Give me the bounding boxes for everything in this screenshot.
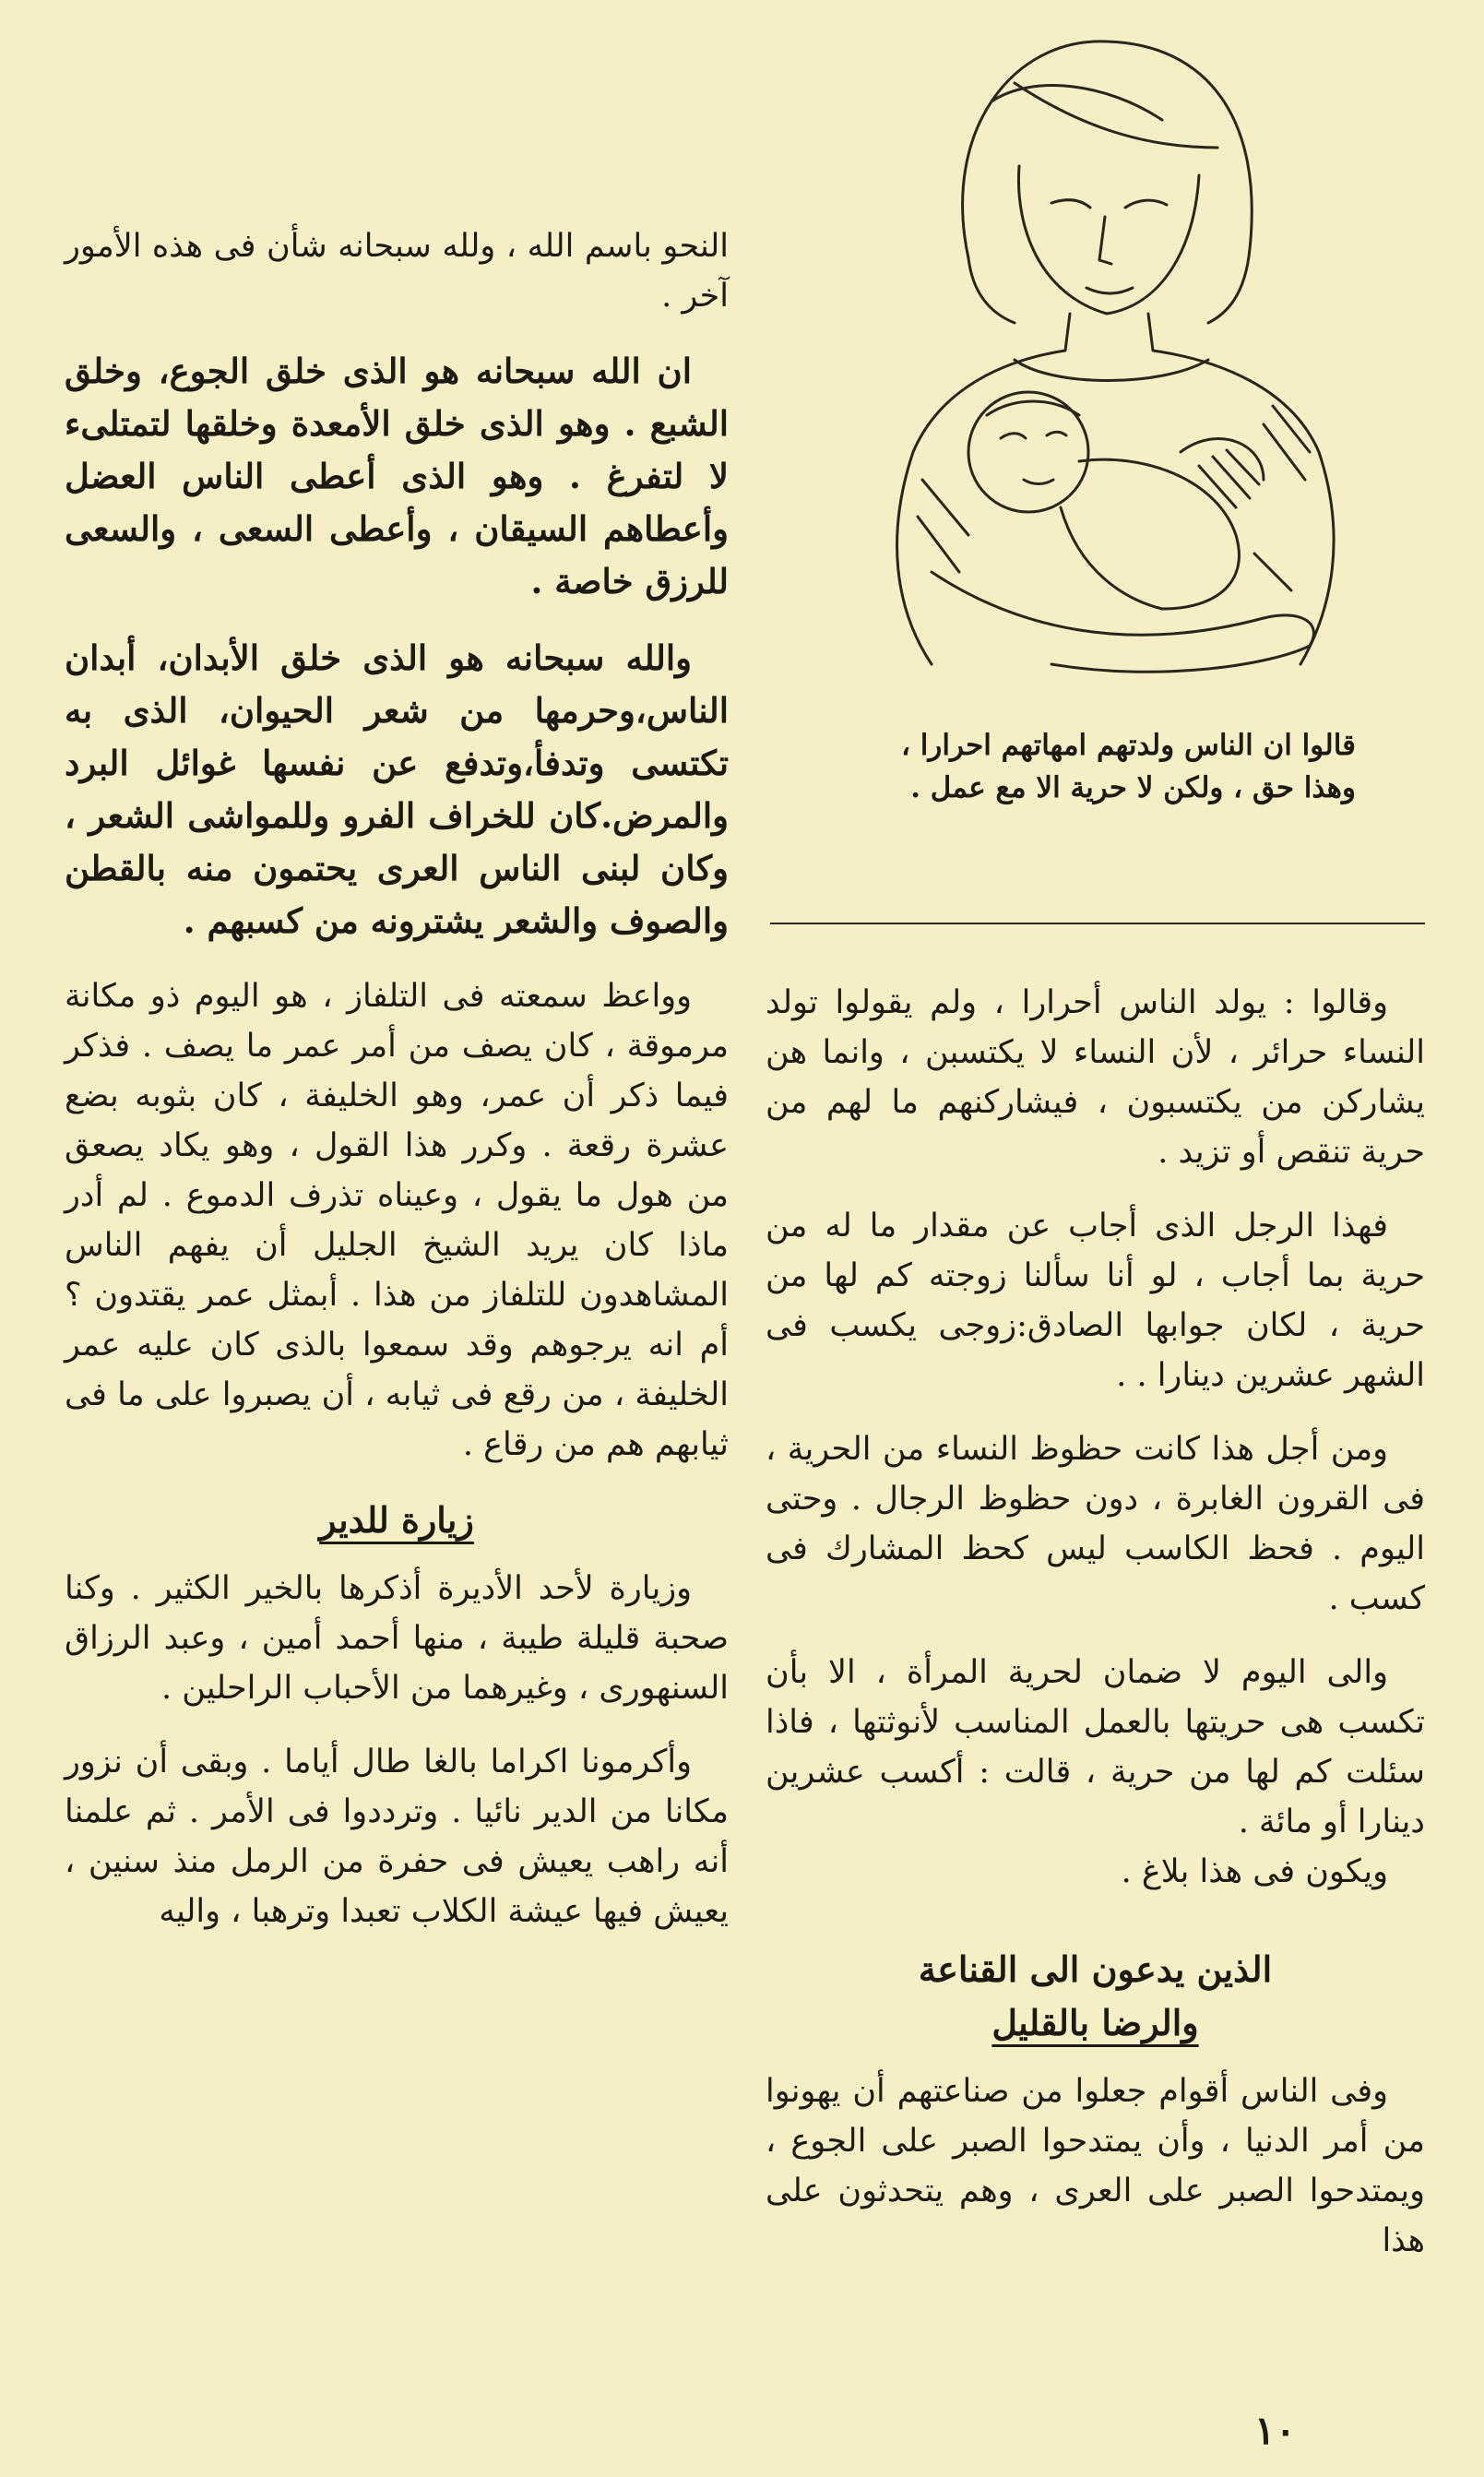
paragraph: فهذا الرجل الذى أجاب عن مقدار ما له من حرية بما أجاب ، لو أنا سألنا زوجته كم لها من حرية ، لكان جوابها الصادق:زوجى يكسب فى الشهر عشرين دينارا . . — [766, 1208, 1425, 1394]
section-heading-text: زيارة للدير — [319, 1499, 474, 1541]
paragraph: ومن أجل هذا كانت حظوظ النساء من الحرية ، فى القرون الغابرة ، دون حظوظ الرجال . وحتى اليوم . فحظ الكاسب ليس كحظ المشارك فى كسب . — [766, 1431, 1425, 1617]
left-column — [65, 221, 729, 1960]
mother-and-child-illustration — [830, 18, 1383, 706]
paragraph: وزيارة لأحد الأديرة أذكرها بالخير الكثير . وكنا صحبة قليلة طيبة ، منها أحمد أمين ، وعبد الرزاق السنهورى ، وغيرهما من الأحباب الراحلين . — [65, 1570, 729, 1707]
paragraph: النحو باسم الله ، ولله سبحانه شأن فى هذه الأمور آخر . — [65, 228, 729, 315]
paragraph: والى اليوم لا ضمان لحرية المرأة ، الا بأن تكسب هى حريتها بالعمل المناسب لأنوثتها ، فاذا سئلت كم لها من حرية ، قالت : أكسب عشرين دينارا أو مائة . — [766, 1654, 1425, 1840]
paragraph: ويكون فى هذا بلاغ . — [1121, 1853, 1388, 1890]
page-number: ١٠ — [1254, 2408, 1297, 2453]
image-caption — [793, 724, 1356, 809]
paragraph: وأكرمونا اكراما بالغا طال أياما . وبقى أن نزور مكانا من الدير نائيا . وترددوا فى الأمر . ثم علمنا أنه راهب يعيش فى حفرة من الرمل منذ سنين ، يعيش فيها عيشة الكلاب تعبدا وترهبا ، واليه — [65, 1744, 729, 1930]
section-heading — [65, 1494, 729, 1547]
paragraph: وفى الناس أقوام جعلوا من صناعتهم أن يهونوا من أمر الدنيا ، وأن يمتدحوا الصبر على الجوع ، ويمتدحوا الصبر على العرى ، وهم يتحدثون على هذا — [766, 2073, 1425, 2259]
caption-line-1: قالوا ان الناس ولدتهم امهاتهم احرارا ، — [901, 729, 1356, 762]
caption-line-2: وهذا حق ، ولكن لا حرية الا مع عمل . — [910, 771, 1356, 804]
section-heading-line-2: والرضا بالقليل — [991, 2002, 1199, 2043]
section-heading-line-1: الذين يدعون الى القناعة — [918, 1948, 1273, 1990]
paragraph: وواعظ سمعته فى التلفاز ، هو اليوم ذو مكانة مرموقة ، كان يصف من أمر عمر ما يصف . فذكر فيما ذكر أن عمر، وهو الخليفة ، كان بثوبه بضع عشرة رقعة . وكرر هذا القول ، وهو يكاد يصعق من هول ما يقول ، وعيناه تذرف الدموع . لم أدر ماذا كان يريد الشيخ الجليل أن يفهم الناس المشاهدون للتلفاز من هذا . أبمثل عمر يقتدون ؟ أم انه يرجوهم وقد سمعوا بالذى كان عليه عمر الخليفة ، من رقع فى ثيابه ، أن يصبروا على ما فى ثيابهم هم من رقاع . — [65, 978, 729, 1463]
right-column — [766, 978, 1425, 2290]
paragraph: وقالوا : يولد الناس أحرارا ، ولم يقولوا تولد النساء حرائر ، لأن النساء لا يكتسبن ، وانما هن يشاركن من يكتسبون ، فيشاركنهم ما لهم من حرية تنقص أو تزيد . — [766, 984, 1425, 1171]
section-heading — [766, 1943, 1425, 2050]
paragraph-bold: ان الله سبحانه هو الذى خلق الجوع، وخلق الشبع . وهو الذى خلق الأمعدة وخلقها لتمتلىء لا لتفرغ . وهو الذى أعطى الناس العضل وأعطاهم السيقان ، وأعطى السعى ، والسعى للرزق خاصة . — [65, 351, 729, 601]
section-divider — [770, 923, 1425, 924]
paragraph-bold: والله سبحانه هو الذى خلق الأبدان، أبدان الناس،وحرمها من شعر الحيوان، الذى به تكتسى وتدفأ،وتدفع عن نفسها غوائل البرد والمرض.كان للخراف الفرو وللمواشى الشعر ، وكان لبنى الناس العرى يحتمون منه بالقطن والصوف والشعر يشترونه من كسبهم . — [65, 637, 729, 941]
